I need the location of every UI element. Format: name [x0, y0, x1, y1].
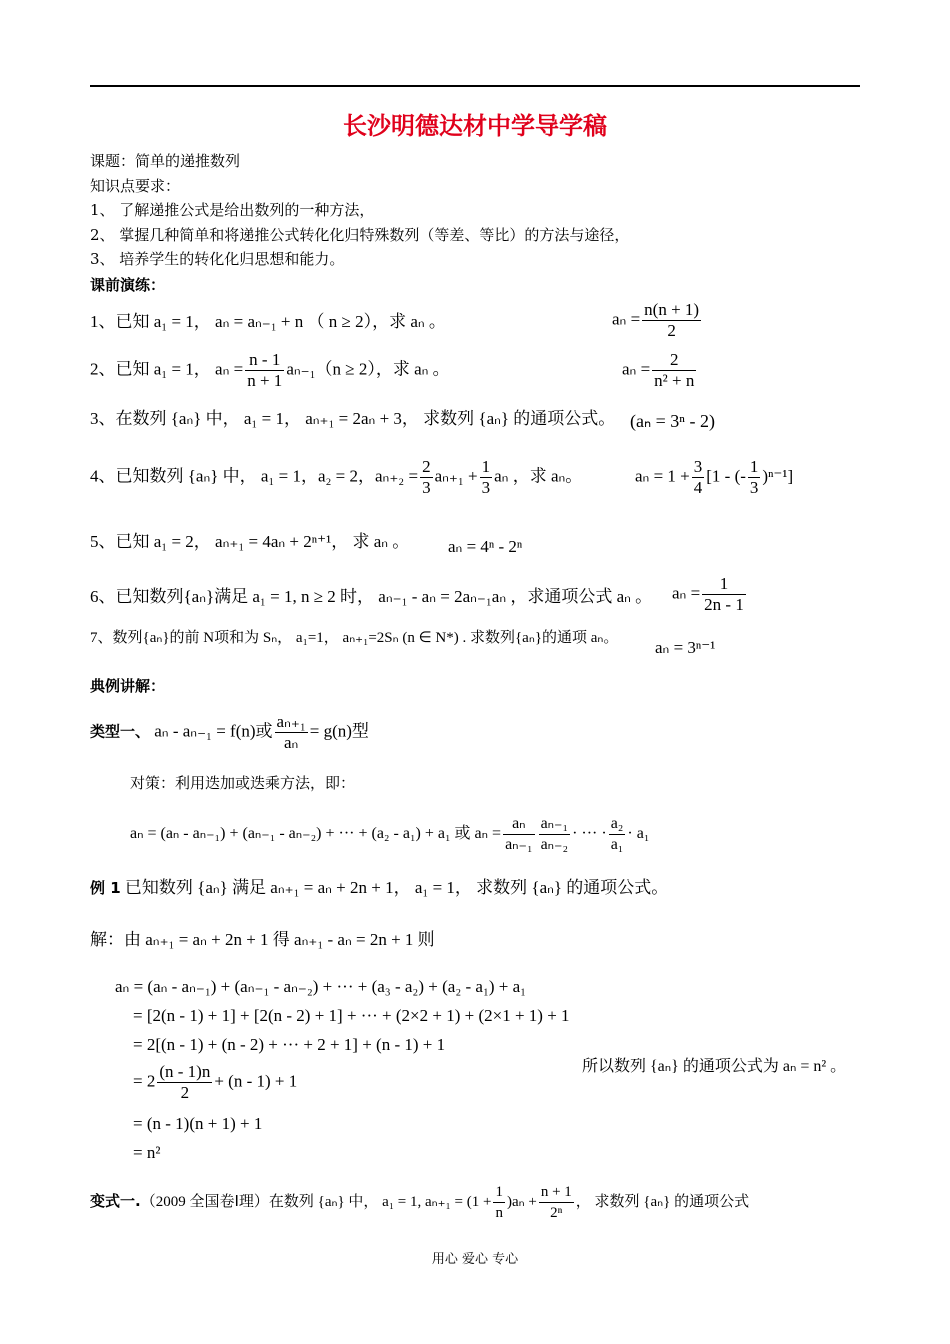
variant-1-pre: （2009 全国卷Ⅰ理）在数列 {aₙ} 中， a₁ = 1, aₙ₊₁ = (1 +	[140, 1193, 492, 1210]
answer-4-bracket-open: [1 - (-	[706, 466, 746, 486]
variant-1-fraction-b-den: 2ⁿ	[550, 1205, 563, 1221]
requirement-3: 3、 培养学生的转化化归思想和能力。	[90, 250, 345, 268]
formula-fraction-3	[609, 814, 626, 855]
formula-fraction-3-den: a₁	[610, 836, 624, 853]
requirements-heading: 知识点要求：	[90, 177, 181, 195]
formula-fraction-1-num: aₙ	[503, 814, 535, 835]
strategy: 对策：利用迭加或迭乘方法，即：	[130, 774, 356, 792]
solution-line-4	[133, 1062, 297, 1103]
formula-fraction-2-den: aₙ₋₂	[540, 836, 569, 853]
question-4-fraction-b-den: 3	[481, 478, 491, 497]
solution-line-4-fraction	[157, 1062, 212, 1103]
answer-7: aₙ = 3ⁿ⁻¹	[655, 638, 716, 657]
answer-5: aₙ = 4ⁿ - 2ⁿ	[448, 537, 523, 556]
variant-1-label: 变式一.	[90, 1191, 141, 1210]
formula-fraction-2-num: aₙ₋₁	[539, 814, 571, 835]
examples-heading: 典例讲解：	[90, 677, 166, 695]
requirement-2: 2、 掌握几种简单和将递推公式转化化归特殊数列（等差、等比）的方法与途径，	[90, 226, 630, 244]
answer-6-numerator: 1	[702, 574, 746, 595]
answer-1-lhs: aₙ =	[612, 309, 641, 329]
example-1-label: 例 1	[90, 879, 121, 897]
question-4-fraction-a-den: 3	[422, 478, 431, 497]
question-7: 7、数列{aₙ}的前 N项和为 Sₙ， a₁=1， aₙ₊₁=2Sₙ (n ∈ N*) . 求数列{aₙ}的通项 aₙ。	[90, 630, 619, 646]
question-2-post: aₙ₋₁（n ≥ 2），求 aₙ 。	[286, 359, 450, 379]
answer-4-fraction-b-num: 1	[749, 457, 759, 476]
question-4-fraction-a-num: 2	[422, 457, 431, 476]
formula-fraction-1-den: aₙ₋₁	[505, 836, 533, 853]
topic: 课题：简单的递推数列	[90, 152, 241, 170]
answer-6	[672, 574, 748, 615]
answer-4-fraction-a-num: 3	[693, 457, 703, 476]
example-1	[90, 876, 668, 900]
answer-2-lhs: aₙ =	[622, 359, 651, 379]
variant-1-mid: )aₙ +	[506, 1193, 537, 1210]
variant-1-fraction-b-num: n + 1	[539, 1182, 574, 1203]
solution-line-4-pre: = 2	[133, 1071, 156, 1091]
page-title: 长沙明德达材中学导学稿	[343, 112, 607, 140]
question-5: 5、已知 a₁ = 2， aₙ₊₁ = 4aₙ + 2ⁿ⁺¹， 求 aₙ 。	[90, 532, 410, 551]
question-3: 3、在数列 {aₙ} 中， a₁ = 1， aₙ₊₁ = 2aₙ + 3， 求数列 {aₙ} 的通项公式。	[90, 409, 616, 428]
answer-2-fraction	[652, 350, 696, 391]
solution-conclusion: 所以数列 {aₙ} 的通项公式为 aₙ = n² 。	[582, 1058, 847, 1075]
variant-1-fraction-a-num: 1	[493, 1182, 505, 1203]
formula-fraction-1	[503, 814, 535, 855]
type-1-denominator: aₙ	[283, 733, 299, 752]
question-4-pre: 4、已知数列 {aₙ} 中， a₁ = 1，a₂ = 2，aₙ₊₂ =	[90, 466, 419, 486]
question-6: 6、已知数列{aₙ}满足 a₁ = 1, n ≥ 2 时， aₙ₋₁ - aₙ = 2aₙ₋₁aₙ ，求通项公式 aₙ 。	[90, 587, 653, 606]
type-1-numerator: aₙ₊₁	[276, 712, 306, 731]
answer-4-lhs: aₙ = 1 +	[635, 466, 690, 486]
type-1-post: = g(n)型	[309, 721, 369, 741]
variant-1-fraction-a-den: n	[495, 1205, 503, 1221]
formula-tail: · a₁	[627, 825, 650, 843]
solution-line-4-post: + (n - 1) + 1	[214, 1071, 298, 1091]
answer-1	[612, 300, 703, 341]
answer-6-fraction	[702, 574, 746, 615]
page-footer: 用心 爱心 专心	[431, 1252, 519, 1267]
formula-left: aₙ = (aₙ - aₙ₋₁) + (aₙ₋₁ - aₙ₋₂) + ··· + (a₂ - a₁) + a₁ 或 aₙ =	[130, 825, 502, 843]
solution-line-5: = (n - 1)(n + 1) + 1	[133, 1114, 263, 1133]
question-4-fraction-a	[420, 457, 433, 498]
variant-1-fraction-b	[539, 1182, 574, 1223]
question-2	[90, 350, 450, 391]
answer-4-fraction-a-den: 4	[693, 478, 703, 497]
formula-fraction-2	[539, 814, 571, 855]
header-rule	[90, 85, 860, 87]
iteration-formula	[130, 814, 649, 855]
answer-1-numerator: n(n + 1)	[644, 300, 700, 319]
question-4-fraction-b	[480, 457, 493, 498]
solution-line-2: = [2(n - 1) + 1] + [2(n - 2) + 1] + ··· + (2×2 + 1) + (2×1 + 1) + 1	[133, 1006, 570, 1025]
question-2-pre: 2、已知 a₁ = 1， aₙ =	[90, 359, 244, 379]
question-1: 1、已知 a₁ = 1， aₙ = aₙ₋₁ + n （ n ≥ 2），求 aₙ 。	[90, 312, 446, 331]
solution-intro: 解：由 aₙ₊₁ = aₙ + 2n + 1 得 aₙ₊₁ - aₙ = 2n + 1 则	[90, 930, 435, 949]
variant-1	[90, 1182, 749, 1223]
answer-1-denominator: 2	[667, 321, 676, 340]
solution-line-4-numerator: (n - 1)n	[159, 1062, 211, 1081]
answer-4-fraction-b-den: 3	[749, 478, 759, 497]
question-4-mid: aₙ₊₁ +	[434, 466, 478, 486]
question-2-fraction	[245, 350, 284, 391]
answer-2-denominator: n² + n	[654, 371, 695, 390]
question-2-denominator: n + 1	[247, 371, 283, 390]
answer-4-fraction-a	[692, 457, 705, 498]
answer-2	[622, 350, 698, 391]
question-2-numerator: n - 1	[245, 350, 284, 371]
answer-4-bracket-close: )ⁿ⁻¹]	[762, 466, 794, 486]
answer-2-numerator: 2	[652, 350, 696, 371]
solution-line-6: = n²	[133, 1143, 161, 1162]
answer-1-fraction	[642, 300, 701, 341]
type-1-fraction	[275, 712, 308, 753]
type-1	[90, 712, 369, 753]
answer-4-fraction-b	[748, 457, 761, 498]
answer-6-lhs: aₙ =	[672, 583, 701, 603]
answer-6-denominator: 2n - 1	[704, 595, 744, 614]
variant-1-post: ， 求数列 {aₙ} 的通项公式	[575, 1193, 750, 1210]
formula-fraction-3-num: a₂	[609, 814, 626, 835]
warmup-heading: 课前演练：	[90, 276, 166, 294]
answer-4	[635, 457, 793, 498]
requirement-1: 1、 了解递推公式是给出数列的一种方法，	[90, 201, 375, 219]
solution-line-3: = 2[(n - 1) + (n - 2) + ··· + 2 + 1] + (n - 1) + 1	[133, 1035, 446, 1054]
type-1-pre: aₙ - aₙ₋₁ = f(n)或	[154, 721, 273, 741]
type-1-label: 类型一、	[90, 722, 151, 741]
example-1-text: 已知数列 {aₙ} 满足 aₙ₊₁ = aₙ + 2n + 1， a₁ = 1， 求数列 {aₙ} 的通项公式。	[124, 878, 669, 897]
solution-line-4-denominator: 2	[180, 1083, 190, 1102]
question-4-post: aₙ ，求 aₙ。	[494, 466, 583, 486]
question-4	[90, 457, 582, 498]
variant-1-fraction-a	[493, 1182, 505, 1223]
question-4-fraction-b-num: 1	[481, 457, 491, 476]
formula-dots: · ··· ·	[572, 825, 607, 843]
answer-3: (aₙ = 3ⁿ - 2)	[630, 411, 715, 431]
solution-line-1: aₙ = (aₙ - aₙ₋₁) + (aₙ₋₁ - aₙ₋₂) + ··· + (a₃ - a₂) + (a₂ - a₁) + a₁	[115, 977, 527, 996]
